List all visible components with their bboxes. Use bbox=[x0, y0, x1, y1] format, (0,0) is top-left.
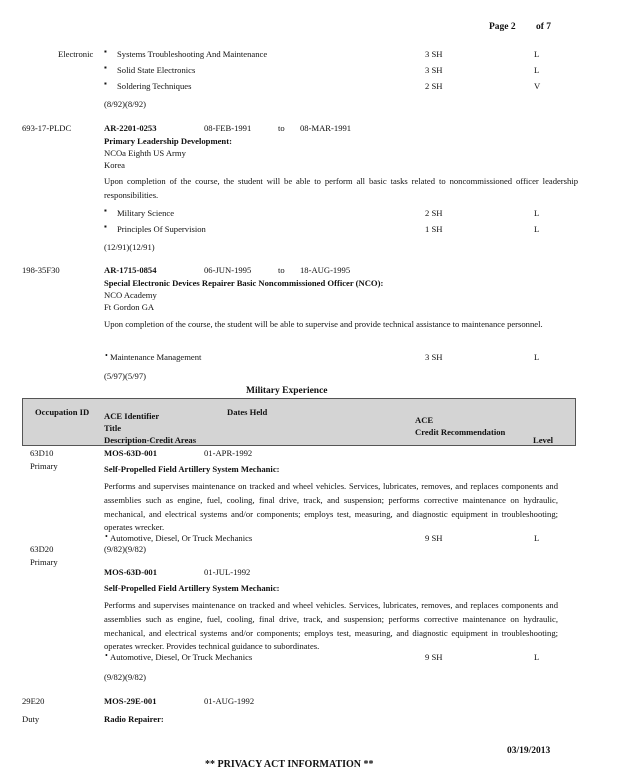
course-item-credit: 1 SH bbox=[425, 224, 443, 234]
mos-title: Self-Propelled Field Artillery System Mechanic: bbox=[104, 464, 280, 474]
course-description: Upon completion of the course, the student will be able to perform all basic tasks related to noncommissioned officer leadership responsibilities. bbox=[104, 176, 578, 200]
date-separator: to bbox=[278, 123, 285, 133]
course-start-date: 08-FEB-1991 bbox=[204, 123, 252, 133]
bullet-icon: ▪ bbox=[104, 47, 107, 56]
course-location: Korea bbox=[104, 160, 125, 170]
ace-identifier: AR-1715-0854 bbox=[104, 265, 157, 275]
date-separator: to bbox=[278, 265, 285, 275]
column-header-dates: Dates Held bbox=[227, 407, 268, 417]
course-item-credit: 2 SH bbox=[425, 208, 443, 218]
bullet-icon: ▪ bbox=[104, 222, 107, 231]
credit-item-title: Automotive, Diesel, Or Truck Mechanics bbox=[110, 652, 253, 662]
date-code: (5/97)(5/97) bbox=[104, 371, 147, 381]
column-header-ace-rec: ACE bbox=[415, 415, 434, 425]
course-start-date: 06-JUN-1995 bbox=[204, 265, 252, 275]
course-id: 693-17-PLDC bbox=[22, 123, 72, 133]
occupation-type: Duty bbox=[22, 714, 40, 724]
course-item-credit: 2 SH bbox=[425, 81, 443, 91]
column-header-desc: Description-Credit Areas bbox=[104, 435, 197, 445]
occupation-id: 29E20 bbox=[22, 696, 45, 706]
course-end-date: 18-AUG-1995 bbox=[300, 265, 351, 275]
page-number: Page 2 bbox=[489, 22, 516, 32]
course-title: Special Electronic Devices Repairer Basic Noncommissioned Officer (NCO): bbox=[104, 278, 384, 288]
mos-description: Performs and supervises maintenance on tracked and wheel vehicles. Services, lubricates, removes, and replaces components and assemblies such as engine, fuel, cooling, final drive, track, and suspension; performs corrective maintenance on hydraulic, mechanical, and electrical systems and/or components; employs test, measuring, and diagnostic equipment in troubleshooting; operates wrecker. Provides technical guidance to subordinates. bbox=[104, 600, 558, 652]
course-item-credit: 3 SH bbox=[425, 352, 443, 362]
column-header-occupation: Occupation ID bbox=[35, 407, 90, 417]
course-description: Upon completion of the course, the student will be able to supervise and provide technical assistance to maintenance personnel. bbox=[104, 319, 543, 329]
mos-date: 01-APR-1992 bbox=[204, 448, 253, 458]
date-code: (9/82)(9/82) bbox=[104, 672, 147, 682]
course-item-title: Maintenance Management bbox=[110, 352, 202, 362]
date-code: (9/82)(9/82) bbox=[104, 544, 147, 554]
course-item-credit: 3 SH bbox=[425, 65, 443, 75]
mos-identifier: MOS-29E-001 bbox=[104, 696, 157, 706]
category-label: Electronic bbox=[58, 49, 94, 59]
occupation-type: Primary bbox=[30, 557, 58, 567]
mos-date: 01-JUL-1992 bbox=[204, 567, 251, 577]
credit-item-level: L bbox=[534, 533, 540, 543]
course-title: Primary Leadership Development: bbox=[104, 136, 232, 146]
table-header bbox=[22, 398, 576, 446]
bullet-icon: ▪ bbox=[104, 63, 107, 72]
course-item-level: L bbox=[534, 208, 540, 218]
mos-description: Performs and supervises maintenance on tracked and wheel vehicles. Services, lubricates, removes, and replaces components and assemblies such as engine, fuel, cooling, final drive, track, and suspension; performs corrective maintenance on hydraulic, mechanical, and electrical systems and/or components; employs test, measuring, and diagnostic equipment in troubleshooting; operates wrecker. bbox=[104, 481, 558, 533]
course-item-level: L bbox=[534, 49, 540, 59]
column-header-level: Level bbox=[533, 435, 554, 445]
course-item-level: L bbox=[534, 65, 540, 75]
bullet-icon: • bbox=[105, 532, 108, 541]
course-item-level: V bbox=[534, 81, 541, 91]
footer-date: 03/19/2013 bbox=[507, 746, 551, 756]
occupation-id: 63D10 bbox=[30, 448, 54, 458]
occupation-id: 63D20 bbox=[30, 544, 54, 554]
mos-title: Self-Propelled Field Artillery System Mechanic: bbox=[104, 583, 280, 593]
course-school: NCO Academy bbox=[104, 290, 157, 300]
course-id: 198-35F30 bbox=[22, 265, 60, 275]
course-end-date: 08-MAR-1991 bbox=[300, 123, 352, 133]
credit-item-title: Automotive, Diesel, Or Truck Mechanics bbox=[110, 533, 253, 543]
course-location: Ft Gordon GA bbox=[104, 302, 155, 312]
date-code: (12/91)(12/91) bbox=[104, 242, 155, 252]
ace-identifier: AR-2201-0253 bbox=[104, 123, 157, 133]
course-item-title: Systems Troubleshooting And Maintenance bbox=[117, 49, 268, 59]
mos-identifier: MOS-63D-001 bbox=[104, 567, 157, 577]
date-code: (8/92)(8/92) bbox=[104, 99, 147, 109]
course-item-level: L bbox=[534, 352, 540, 362]
bullet-icon: ▪ bbox=[104, 206, 107, 215]
column-header-credit-rec: Credit Recommendation bbox=[415, 427, 506, 437]
mos-identifier: MOS-63D-001 bbox=[104, 448, 157, 458]
course-item-title: Military Science bbox=[117, 208, 175, 218]
course-item-title: Principles Of Supervision bbox=[117, 224, 206, 234]
column-header-title: Title bbox=[104, 423, 122, 433]
credit-item-level: L bbox=[534, 652, 540, 662]
mos-date: 01-AUG-1992 bbox=[204, 696, 255, 706]
course-item-title: Solid State Electronics bbox=[117, 65, 196, 75]
page-total: of 7 bbox=[536, 22, 552, 32]
bullet-icon: ▪ bbox=[104, 79, 107, 88]
credit-item-credit: 9 SH bbox=[425, 652, 443, 662]
course-school: NCOa Eighth US Army bbox=[104, 148, 186, 158]
column-header-ace: ACE Identifier bbox=[104, 411, 160, 421]
mos-title: Radio Repairer: bbox=[104, 714, 164, 724]
course-item-credit: 3 SH bbox=[425, 49, 443, 59]
section-title: Military Experience bbox=[246, 386, 328, 396]
course-item-title: Soldering Techniques bbox=[117, 81, 192, 91]
bullet-icon: • bbox=[105, 351, 108, 360]
credit-item-credit: 9 SH bbox=[425, 533, 443, 543]
course-item-level: L bbox=[534, 224, 540, 234]
occupation-type: Primary bbox=[30, 461, 58, 471]
privacy-notice: ** PRIVACY ACT INFORMATION ** bbox=[205, 759, 374, 770]
bullet-icon: • bbox=[105, 651, 108, 660]
